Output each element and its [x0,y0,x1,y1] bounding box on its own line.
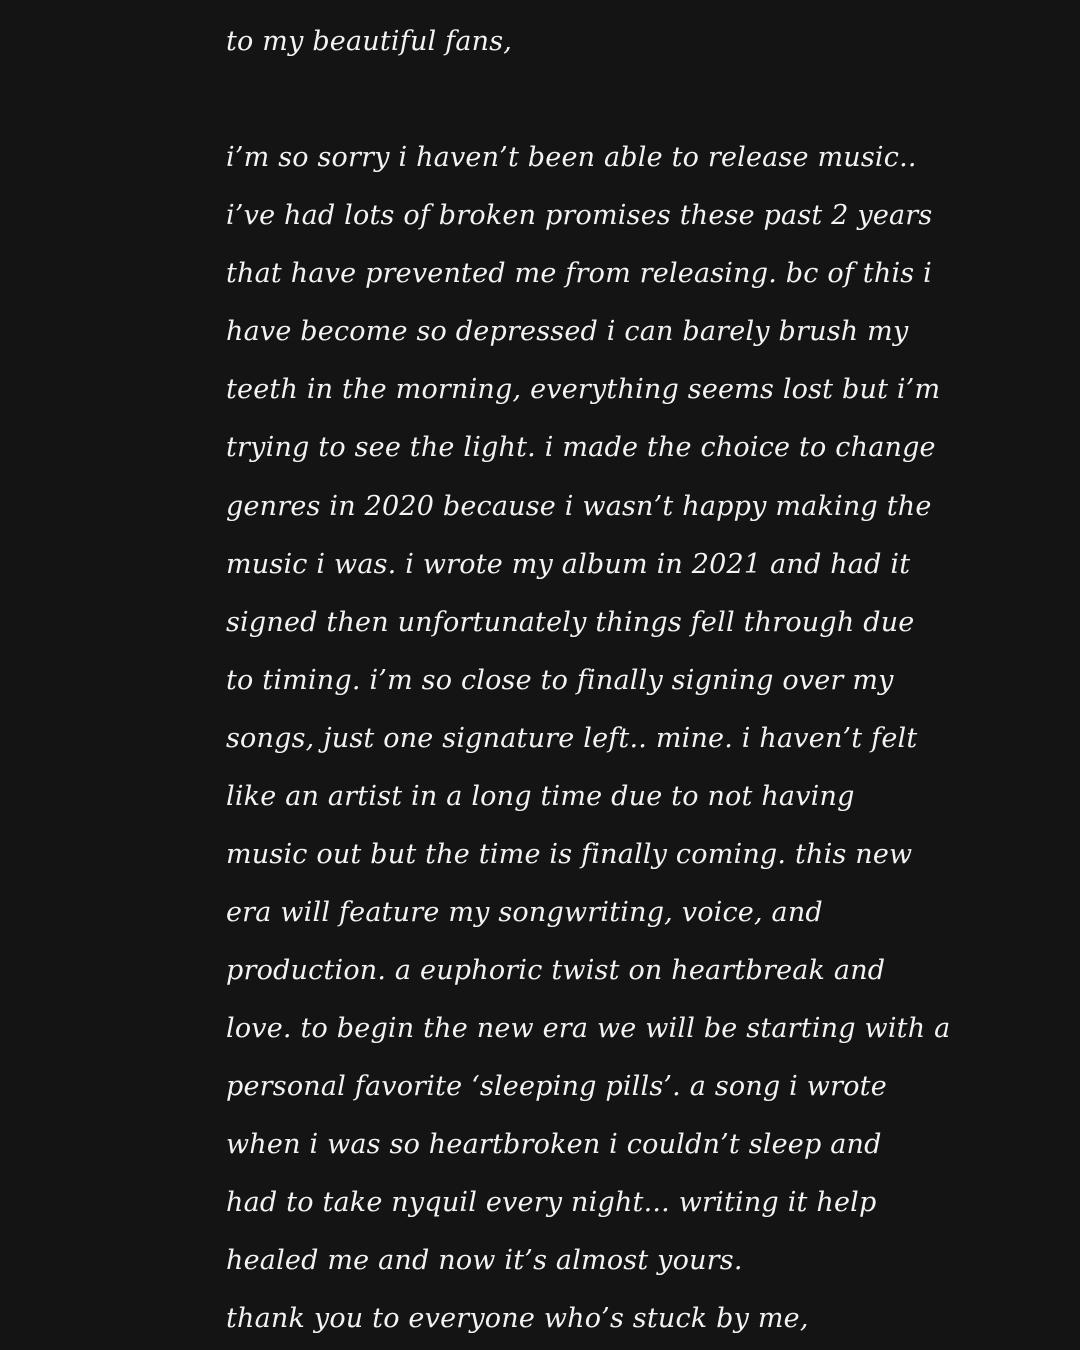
letter-line: genres in 2020 because i wasn’t happy making the [226,491,932,522]
handwritten-letter [226,0,951,1350]
letter-line: when i was so heartbroken i couldn’t sleep and [226,1129,882,1160]
letter-line: i’m so sorry i haven’t been able to release music.. [226,142,917,173]
letter-line: i’ve had lots of broken promises these past 2 years [226,200,933,231]
letter-line: had to take nyquil every night... writing it help [226,1187,877,1218]
letter-line: signed then unfortunately things fell through due [226,607,915,638]
letter-line: production. a euphoric twist on heartbreak and [226,955,886,986]
letter-line: that have prevented me from releasing. bc of this i [226,258,932,289]
letter-line: have become so depressed i can barely brush my [226,316,909,347]
letter-line: healed me and now it’s almost yours. [226,1245,743,1276]
letter-line: thank you to everyone who’s stuck by me, [226,1303,809,1334]
letter-line: to timing. i’m so close to finally signing over my [226,665,894,696]
letter-line: like an artist in a long time due to not having [226,781,855,812]
letter-line: personal favorite ‘sleeping pills’. a song i wrote [226,1071,887,1102]
letter-line: trying to see the light. i made the choice to change [226,432,936,463]
letter-line: love. to begin the new era we will be starting with a [226,1013,951,1044]
letter-line: era will feature my songwriting, voice, and [226,897,823,928]
letter-line: music i was. i wrote my album in 2021 and had it [226,549,911,580]
letter-line: music out but the time is finally coming. this new [226,839,913,870]
letter-line: songs, just one signature left.. mine. i haven’t felt [226,723,918,754]
letter-salutation: to my beautiful fans, [226,26,513,57]
letter-line: teeth in the morning, everything seems lost but i’m [226,374,941,405]
